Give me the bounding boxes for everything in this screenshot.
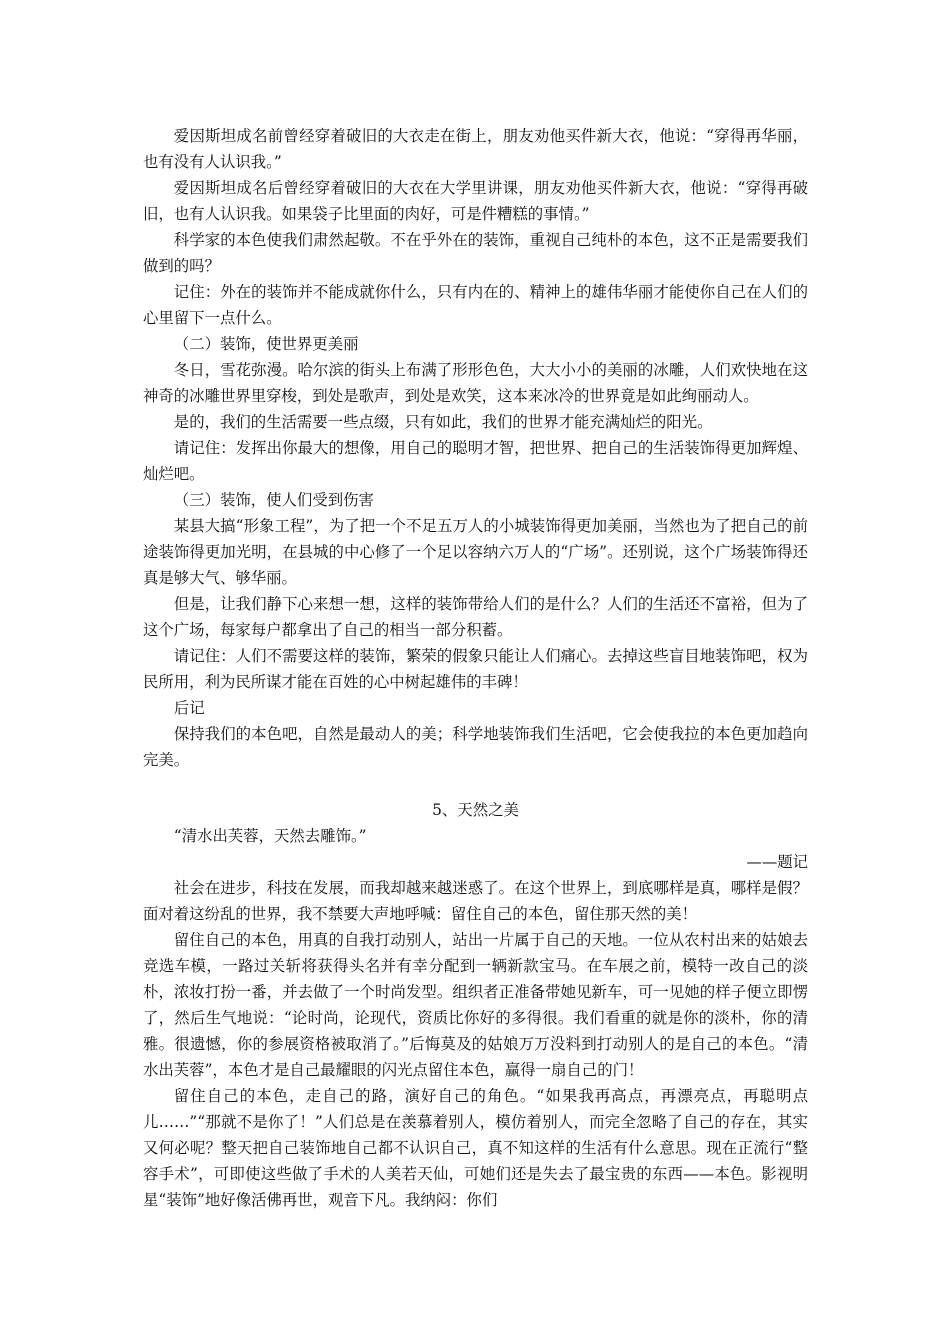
paragraph: 保持我们的本色吧，自然是最动人的美；科学地装饰我们生活吧，它会使我拉的本色更加趋向完美。 bbox=[143, 725, 808, 769]
section-heading: （二）装饰，使世界更美丽 bbox=[173, 335, 359, 353]
section-gap bbox=[143, 773, 808, 797]
paragraph: 科学家的本色使我们肃然起敬。不在乎外在的装饰，重视自己纯朴的本色，这不正是需要我们做到的吗？ bbox=[143, 231, 808, 275]
epigraph: “清水出芙蓉，天然去雕饰。” bbox=[173, 827, 367, 845]
essay-title: 5、天然之美 bbox=[432, 801, 519, 819]
section-heading: （三）装饰，使人们受到伤害 bbox=[173, 491, 374, 509]
paragraph: 是的，我们的生活需要一些点缀，只有如此，我们的世界才能充满灿烂的阳光。 bbox=[173, 413, 713, 431]
paragraph: 冬日，雪花弥漫。哈尔滨的街头上布满了形形色色，大大小小的美丽的冰雕，人们欢快地在这神奇的冰雕世界里穿梭，到处是歌声，到处是欢笑，这本来冰冷的世界竟是如此绚丽动人。 bbox=[143, 361, 808, 405]
paragraph: 爱因斯坦成名前曾经穿着破旧的大衣走在街上，朋友劝他买件新大衣，他说：“穿得再华丽，也有没有人认识我。” bbox=[143, 127, 808, 171]
paragraph: 但是，让我们静下心来想一想，这样的装饰带给人们的是什么？人们的生活还不富裕，但为了这个广场，每家每户都拿出了自己的相当一部分积蓄。 bbox=[143, 595, 808, 639]
paragraph: 记住：外在的装饰并不能成就你什么，只有内在的、精神上的雄伟华丽才能使你自己在人们的心里留下一点什么。 bbox=[143, 283, 808, 327]
paragraph: 社会在进步，科技在发展，而我却越来越迷惑了。在这个世界上，到底哪样是真，哪样是假？面对着这纷乱的世界，我不禁要大声地呼喊：留住自己的本色，留住那天然的美！ bbox=[143, 879, 808, 923]
paragraph: 请记住：发挥出你最大的想像，用自己的聪明才智，把世界、把自己的生活装饰得更加辉煌、灿烂吧。 bbox=[143, 439, 808, 483]
epigraph-sign: ——题记 bbox=[746, 853, 808, 871]
paragraph: 请记住：人们不需要这样的装饰，繁荣的假象只能让人们痛心。去掉这些盲目地装饰吧，权为民所用，利为民所谋才能在百姓的心中树起雄伟的丰碑！ bbox=[143, 647, 808, 691]
paragraph: 留住自己的本色，用真的自我打动别人，站出一片属于自己的天地。一位从农村出来的姑娘去竞选车模，一路过关斩将获得头名并有幸分配到一辆新款宝马。在车展之前，模特一改自己的淡朴，浓妆打扮一番，并去做了一个时尚发型。组织者正准备带她见新车，可一见她的样子便立即愣了，然后生气地说：“论时尚，论现代，资质比你好的多得很。我们看重的就是你的淡朴，你的清雅。很遗憾，你的参展资格被取消了。”后悔莫及的姑娘万万没料到打动别人的是自己的本色。“清水出芙蓉”，本色才是自己最耀眼的闪光点留住本色，赢得一扇自己的门！ bbox=[143, 931, 808, 1079]
afterword-heading: 后记 bbox=[173, 699, 205, 717]
paragraph: 爱因斯坦成名后曾经穿着破旧的大衣在大学里讲课，朋友劝他买件新大衣，他说：“穿得再破旧，也有人认识我。如果袋子比里面的肉好，可是件糟糕的事情。” bbox=[143, 179, 808, 223]
document-page bbox=[143, 123, 808, 1213]
paragraph: 留住自己的本色，走自己的路，演好自己的角色。“如果我再高点，再漂亮点，再聪明点儿……”“那就不是你了！”人们总是在羡慕着别人，模仿着别人，而完全忽略了自己的存在，其实又何必呢？整天把自己装饰地自己都不认识自己，真不知这样的生活有什么意思。现在正流行“整容手术”，可即使这些做了手术的人美若天仙，可她们还是失去了最宝贵的东西——本色。影视明星“装饰”地好像活佛再世，观音下凡。我纳闷：你们 bbox=[143, 1087, 808, 1209]
paragraph: 某县大搞“形象工程”，为了把一个不足五万人的小城装饰得更加美丽，当然也为了把自己的前途装饰得更加光明，在县城的中心修了一个足以容纳六万人的“广场”。还别说，这个广场装饰得还真是够大气、够华丽。 bbox=[143, 517, 808, 587]
